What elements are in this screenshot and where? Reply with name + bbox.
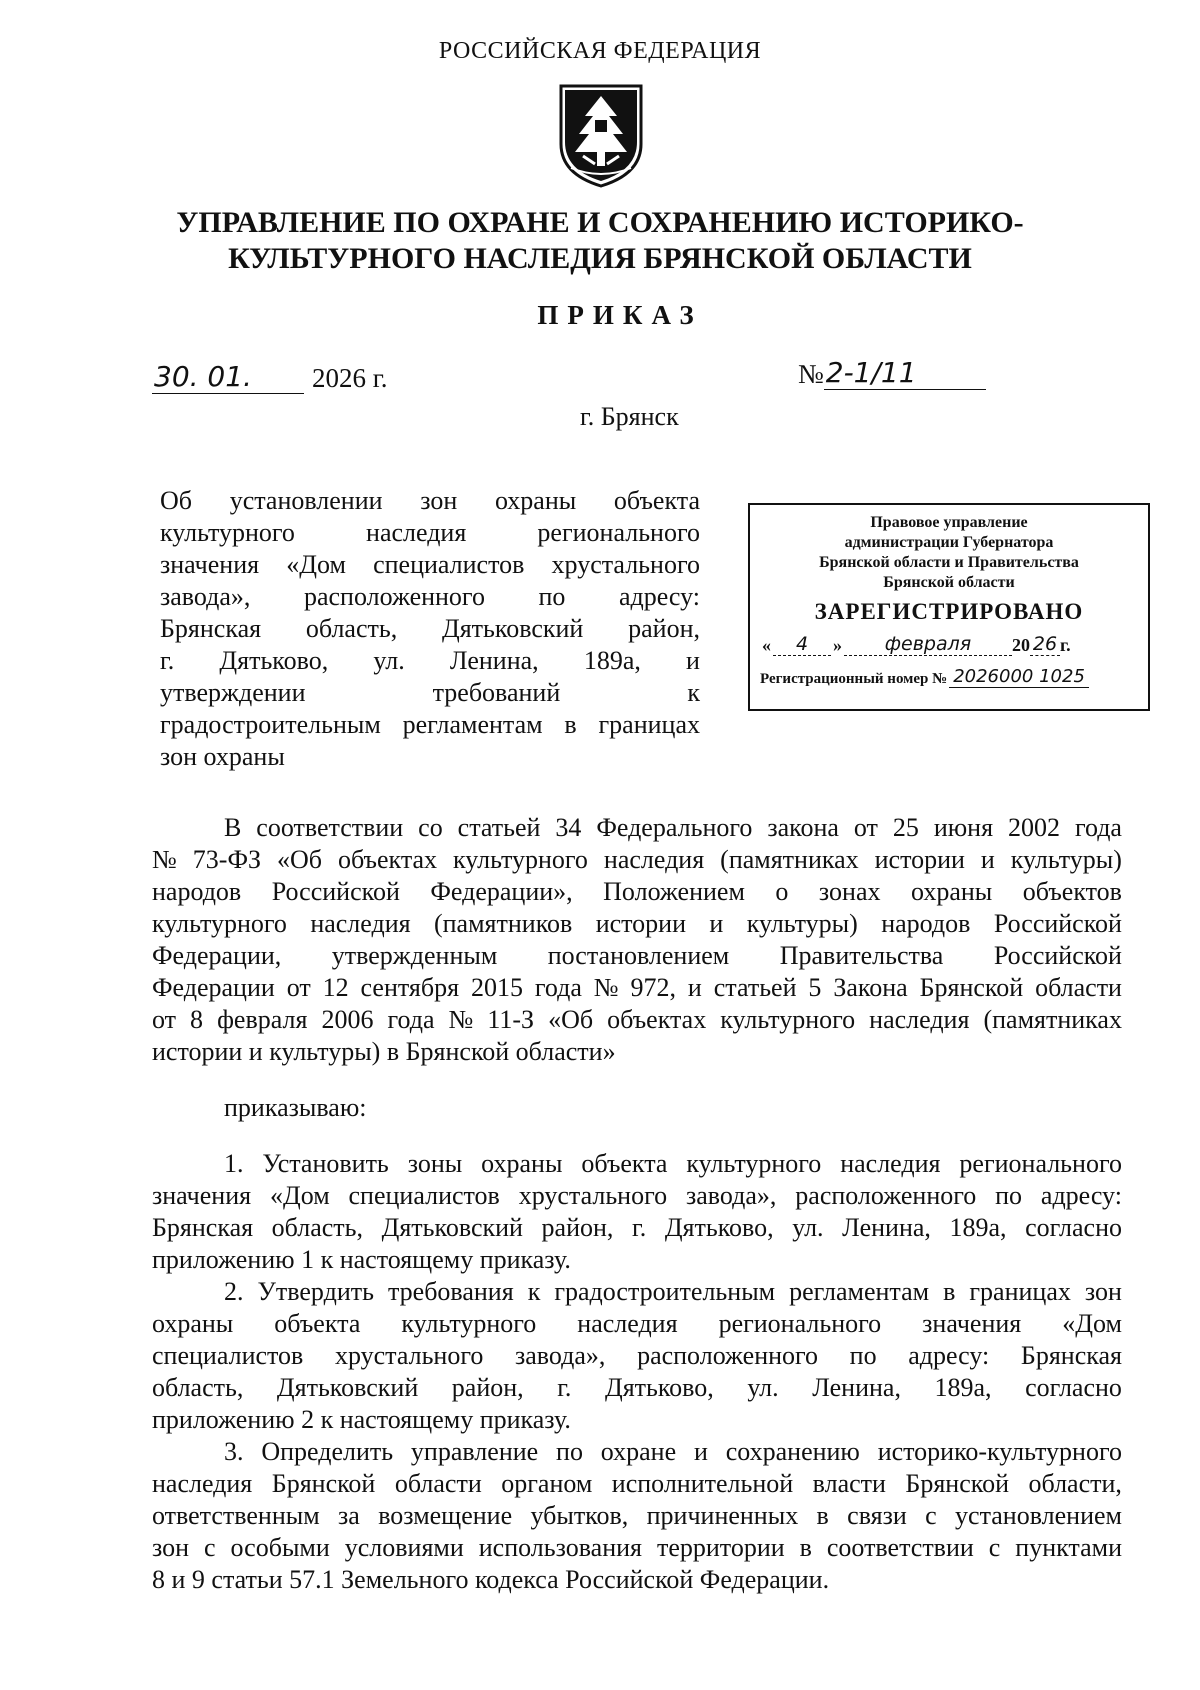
stamp-line2: администрации Губернатора <box>844 534 1054 551</box>
word: по <box>995 1181 1023 1210</box>
word: о <box>775 877 789 906</box>
word: к <box>527 1277 541 1306</box>
word: требований <box>432 678 561 707</box>
item-line <box>152 1500 1122 1532</box>
word: Российской <box>271 877 400 906</box>
word: объектах <box>337 845 438 874</box>
number-sign: № <box>798 359 824 389</box>
word: культурного <box>160 518 295 547</box>
word: установлении <box>229 486 383 515</box>
word: № <box>448 1005 474 1034</box>
word: Брянская <box>1020 1341 1122 1370</box>
word: Федерации», <box>430 877 573 906</box>
word: объекта <box>274 1309 361 1338</box>
word: регионального <box>718 1309 882 1338</box>
word: с <box>925 1501 937 1530</box>
preamble-line <box>152 972 1122 1004</box>
order-number <box>798 356 986 390</box>
preamble-line <box>152 1036 1122 1068</box>
word: регионального <box>537 518 700 547</box>
word: охраны <box>152 1309 234 1338</box>
word: от <box>286 973 311 1002</box>
subject-line <box>160 485 700 517</box>
word: адресу: <box>1040 1181 1122 1210</box>
country-heading: РОССИЙСКАЯ ФЕДЕРАЦИЯ <box>438 38 762 64</box>
word: зон <box>152 1533 190 1562</box>
word: завода», <box>515 1341 606 1370</box>
word: зон охраны <box>160 742 285 771</box>
word: 972, <box>630 973 677 1002</box>
word: значения <box>160 550 260 579</box>
item-line <box>152 1564 1122 1596</box>
word: зон <box>420 486 458 515</box>
word: сохранению <box>725 1437 860 1466</box>
handwritten-date: 30. 01. <box>152 360 304 394</box>
word: градостроительным <box>554 1277 776 1306</box>
word: ул. <box>373 646 405 675</box>
document-type: ПРИКАЗ <box>537 300 703 330</box>
word: в <box>816 1501 829 1530</box>
word: Брянская <box>160 614 262 643</box>
preamble-line <box>152 812 1122 844</box>
word: культурного <box>152 909 287 938</box>
word: года <box>387 1005 435 1034</box>
word: объектов <box>1022 877 1122 906</box>
word: июня <box>933 813 994 842</box>
word: и <box>709 909 724 938</box>
word: объекта <box>613 486 700 515</box>
word: года <box>534 973 582 1002</box>
word: по <box>538 582 566 611</box>
item-line <box>152 1212 1122 1244</box>
word: закона <box>767 813 839 842</box>
word: постановлением <box>547 941 730 970</box>
stamp-reg-label: Регистрационный номер № <box>760 671 948 687</box>
word: истории <box>874 845 965 874</box>
item-line <box>152 1276 1122 1308</box>
word: к <box>687 678 700 707</box>
word: приложению 1 к настоящему приказу. <box>152 1245 571 1274</box>
word: район, <box>541 1213 614 1242</box>
agency-name <box>150 205 1050 277</box>
subject-line <box>160 677 700 709</box>
stamp-line4: Брянской области <box>883 574 1015 591</box>
word: «Об <box>276 845 322 874</box>
word: Федерального <box>596 813 753 842</box>
word: от <box>152 1005 177 1034</box>
word: с <box>204 1533 216 1562</box>
word: в <box>943 1277 956 1306</box>
word: охраны <box>481 1149 563 1178</box>
word: ул. <box>747 1373 779 1402</box>
word: Дятьково, <box>604 1373 714 1402</box>
word: культурного <box>401 1309 537 1338</box>
word: Об <box>160 486 193 515</box>
word: завода», <box>685 1181 777 1210</box>
word: народов <box>152 877 242 906</box>
word: 1. <box>224 1149 244 1178</box>
word: 2015 <box>470 973 523 1002</box>
word: В <box>224 813 242 842</box>
word: февраля <box>217 1005 308 1034</box>
word: наследия <box>603 845 705 874</box>
word: 8 <box>190 1005 204 1034</box>
word: 2002 <box>1007 813 1060 842</box>
word: ответственным <box>152 1501 320 1530</box>
order-item-3 <box>152 1436 1122 1596</box>
word: в <box>564 710 577 739</box>
word: 189а, <box>583 646 641 675</box>
subject-line <box>160 581 700 613</box>
word: охране <box>600 1437 677 1466</box>
word: охраны <box>494 486 577 515</box>
word: Закона <box>833 973 908 1002</box>
word: расположенного <box>637 1341 819 1370</box>
word: район, <box>451 1373 524 1402</box>
word: Брянской <box>919 973 1024 1002</box>
item-line <box>152 1148 1122 1180</box>
word: 73-ФЗ <box>192 845 262 874</box>
word: 8 и 9 статьи 57.1 Земельного кодекса Российской Федерации. <box>152 1565 830 1594</box>
word: 3. <box>224 1437 244 1466</box>
word: зон <box>1084 1277 1122 1306</box>
subject-line <box>160 613 700 645</box>
word: народов <box>881 909 971 938</box>
word: Дятьковский <box>276 1373 419 1402</box>
preamble-line <box>152 844 1122 876</box>
word: наследия <box>869 1005 970 1034</box>
item-line <box>152 1468 1122 1500</box>
word: по <box>849 1341 877 1370</box>
word: возмещение <box>378 1501 513 1530</box>
word: приложению 2 к настоящему приказу. <box>152 1405 571 1434</box>
item-line <box>152 1436 1122 1468</box>
word: Установить <box>262 1149 389 1178</box>
word: убытков, <box>530 1501 629 1530</box>
word: наследия <box>366 518 467 547</box>
agency-name-line1: УПРАВЛЕНИЕ ПО ОХРАНЕ И СОХРАНЕНИЮ ИСТОРИКО- <box>176 206 1024 239</box>
word: установлением <box>955 1501 1122 1530</box>
word: в <box>799 1533 812 1562</box>
item-line <box>152 1532 1122 1564</box>
word: с <box>988 1533 1001 1562</box>
word: территории <box>656 1533 785 1562</box>
word: область, <box>152 1373 244 1402</box>
city: г. Брянск <box>580 402 679 431</box>
word: значения <box>152 1181 252 1210</box>
stamp-month: февраля <box>844 633 1012 656</box>
order-date <box>152 360 388 394</box>
order-item-2 <box>152 1276 1122 1436</box>
word: Дятьково, <box>219 646 329 675</box>
item-line <box>152 1244 1122 1276</box>
word: Брянской <box>271 1469 376 1498</box>
word: Федерации <box>152 973 275 1002</box>
word: 34 <box>555 813 582 842</box>
word: ул. <box>792 1213 824 1242</box>
word: Федерации, <box>152 941 282 970</box>
stamp-year-prefix: 20 <box>1012 635 1030 655</box>
word: район, <box>628 614 700 643</box>
word: соответствии <box>826 1533 974 1562</box>
word: по <box>556 1437 583 1466</box>
word: 11-З <box>487 1005 535 1034</box>
stamp-registered: ЗАРЕГИСТРИРОВАНО <box>814 599 1084 624</box>
handwritten-number: 2-1/11 <box>824 356 986 390</box>
word: от <box>853 813 878 842</box>
word: наследия <box>840 1149 941 1178</box>
word: 5 <box>808 973 822 1002</box>
word: завода», <box>160 582 251 611</box>
word: года <box>1074 813 1122 842</box>
word: регламентам <box>789 1277 930 1306</box>
word: зонах <box>818 877 881 906</box>
order-word: приказываю: <box>224 1093 367 1122</box>
word: градостроительным <box>160 710 381 739</box>
word: Утвердить <box>257 1277 374 1306</box>
word: использования <box>478 1533 643 1562</box>
word: исполнительной <box>611 1469 794 1498</box>
word: границах <box>598 710 700 739</box>
word: Российской <box>993 941 1122 970</box>
stamp-year-end: г. <box>1060 635 1071 655</box>
word: 189а, <box>934 1373 992 1402</box>
word: г. <box>160 646 175 675</box>
word: специалистов <box>152 1341 304 1370</box>
word: границах <box>969 1277 1071 1306</box>
word: адресу: <box>618 582 700 611</box>
word: 2. <box>224 1277 244 1306</box>
preamble-line <box>152 940 1122 972</box>
order-item-1 <box>152 1148 1122 1276</box>
word: область, <box>271 1213 364 1242</box>
word: органом <box>501 1469 593 1498</box>
preamble <box>152 812 1122 1068</box>
word: № <box>152 845 177 874</box>
word: области <box>1035 973 1122 1002</box>
preamble-line <box>152 908 1122 940</box>
word: 12 <box>322 973 349 1002</box>
word: Ленина, <box>842 1213 931 1242</box>
word: «Об <box>548 1005 594 1034</box>
word: 25 <box>892 813 919 842</box>
agency-name-line2: КУЛЬТУРНОГО НАСЛЕДИЯ БРЯНСКОЙ ОБЛАСТИ <box>228 242 972 275</box>
word: управление <box>410 1437 539 1466</box>
word: хрустального <box>334 1341 484 1370</box>
word: регионального <box>959 1149 1122 1178</box>
word: историко-культурного <box>877 1437 1122 1466</box>
word: связи <box>847 1501 907 1530</box>
word: Брянской <box>905 1469 1009 1498</box>
word: хрустального <box>518 1181 668 1210</box>
word: культуры) <box>746 909 858 938</box>
word: регламентам <box>402 710 543 739</box>
word: пунктами <box>1015 1533 1122 1562</box>
subject-line <box>160 709 700 741</box>
subject-line <box>160 741 700 773</box>
word: Дятьковский <box>381 1213 523 1242</box>
word: наследия <box>310 909 411 938</box>
order-items <box>152 1148 1122 1596</box>
word: статьей <box>457 813 541 842</box>
word: культуры) <box>1010 845 1122 874</box>
stamp-year-suffix: 26 <box>1030 633 1060 656</box>
word: г. <box>557 1373 572 1402</box>
order-subject <box>160 485 700 773</box>
word: со <box>418 813 443 842</box>
word: 2006 <box>321 1005 374 1034</box>
word: Дятьковский <box>441 614 584 643</box>
word: и <box>980 845 995 874</box>
word: (памятниках <box>720 845 859 874</box>
word: Дятьково, <box>664 1213 774 1242</box>
word: зоны <box>407 1149 463 1178</box>
stamp-date-row: « 4 » февраля 20 26 г. <box>762 633 1071 655</box>
preamble-line <box>152 1004 1122 1036</box>
word: № <box>593 973 619 1002</box>
word: Ленина, <box>449 646 539 675</box>
word: особыми <box>230 1533 330 1562</box>
word: и <box>686 646 700 675</box>
subject-line <box>160 645 700 677</box>
word: Положением <box>603 877 745 906</box>
stamp-line3: Брянской области и Правительства <box>819 554 1079 571</box>
word: власти <box>812 1469 886 1498</box>
word: области, <box>1028 1469 1122 1498</box>
word: утверждении <box>160 678 306 707</box>
stamp-reg-number: 2026000 1025 <box>949 666 1089 688</box>
word: (памятниках <box>983 1005 1122 1034</box>
word: адресу: <box>908 1341 990 1370</box>
word: (памятников <box>433 909 573 938</box>
word: г. <box>632 1213 647 1242</box>
word: специалистов <box>348 1181 500 1210</box>
word: объекта <box>581 1149 668 1178</box>
stamp-reg-row <box>750 666 1148 688</box>
word: Российской <box>993 909 1122 938</box>
word: специалистов <box>373 550 525 579</box>
order-year: 2026 г. <box>312 363 388 393</box>
item-line <box>152 1372 1122 1404</box>
word: сентября <box>360 973 460 1002</box>
word: согласно <box>1025 1213 1122 1242</box>
word: Правительства <box>779 941 944 970</box>
word: Ленина, <box>812 1373 901 1402</box>
word: причиненных <box>646 1501 799 1530</box>
order-body <box>152 812 1122 1596</box>
word: за <box>338 1501 360 1530</box>
word: «Дом <box>1062 1309 1122 1338</box>
word: объектах <box>607 1005 707 1034</box>
word: соответствии <box>256 813 404 842</box>
subject-line <box>160 549 700 581</box>
word: Определить <box>261 1437 394 1466</box>
word: наследия <box>152 1469 253 1498</box>
word: культурного <box>453 845 588 874</box>
word: требования <box>387 1277 514 1306</box>
word: утвержденным <box>331 941 498 970</box>
word: хрустального <box>551 550 700 579</box>
word: Брянская <box>152 1213 254 1242</box>
registration-stamp <box>748 503 1150 711</box>
word: расположенного <box>303 582 485 611</box>
word: области <box>394 1469 482 1498</box>
word: культурного <box>720 1005 856 1034</box>
word: значения <box>922 1309 1022 1338</box>
word: согласно <box>1025 1373 1122 1402</box>
coat-of-arms-icon <box>555 82 647 188</box>
word: истории <box>595 909 686 938</box>
word: 189а, <box>949 1213 1007 1242</box>
word: наследия <box>577 1309 678 1338</box>
preamble-line <box>152 876 1122 908</box>
word: истории и культуры) в Брянской области» <box>152 1037 616 1066</box>
word: и <box>687 973 702 1002</box>
word: условиями <box>344 1533 464 1562</box>
word: расположенного <box>795 1181 977 1210</box>
word: охраны <box>910 877 993 906</box>
item-line <box>152 1180 1122 1212</box>
word: область, <box>305 614 398 643</box>
word: «Дом <box>286 550 346 579</box>
word: и <box>693 1437 708 1466</box>
item-line <box>152 1308 1122 1340</box>
subject-line <box>160 517 700 549</box>
word: «Дом <box>269 1181 330 1210</box>
item-line <box>152 1340 1122 1372</box>
stamp-line1: Правовое управление <box>870 514 1028 531</box>
word: культурного <box>686 1149 822 1178</box>
word: статьей <box>713 973 797 1002</box>
stamp-day: 4 <box>773 633 831 656</box>
item-line <box>152 1404 1122 1436</box>
